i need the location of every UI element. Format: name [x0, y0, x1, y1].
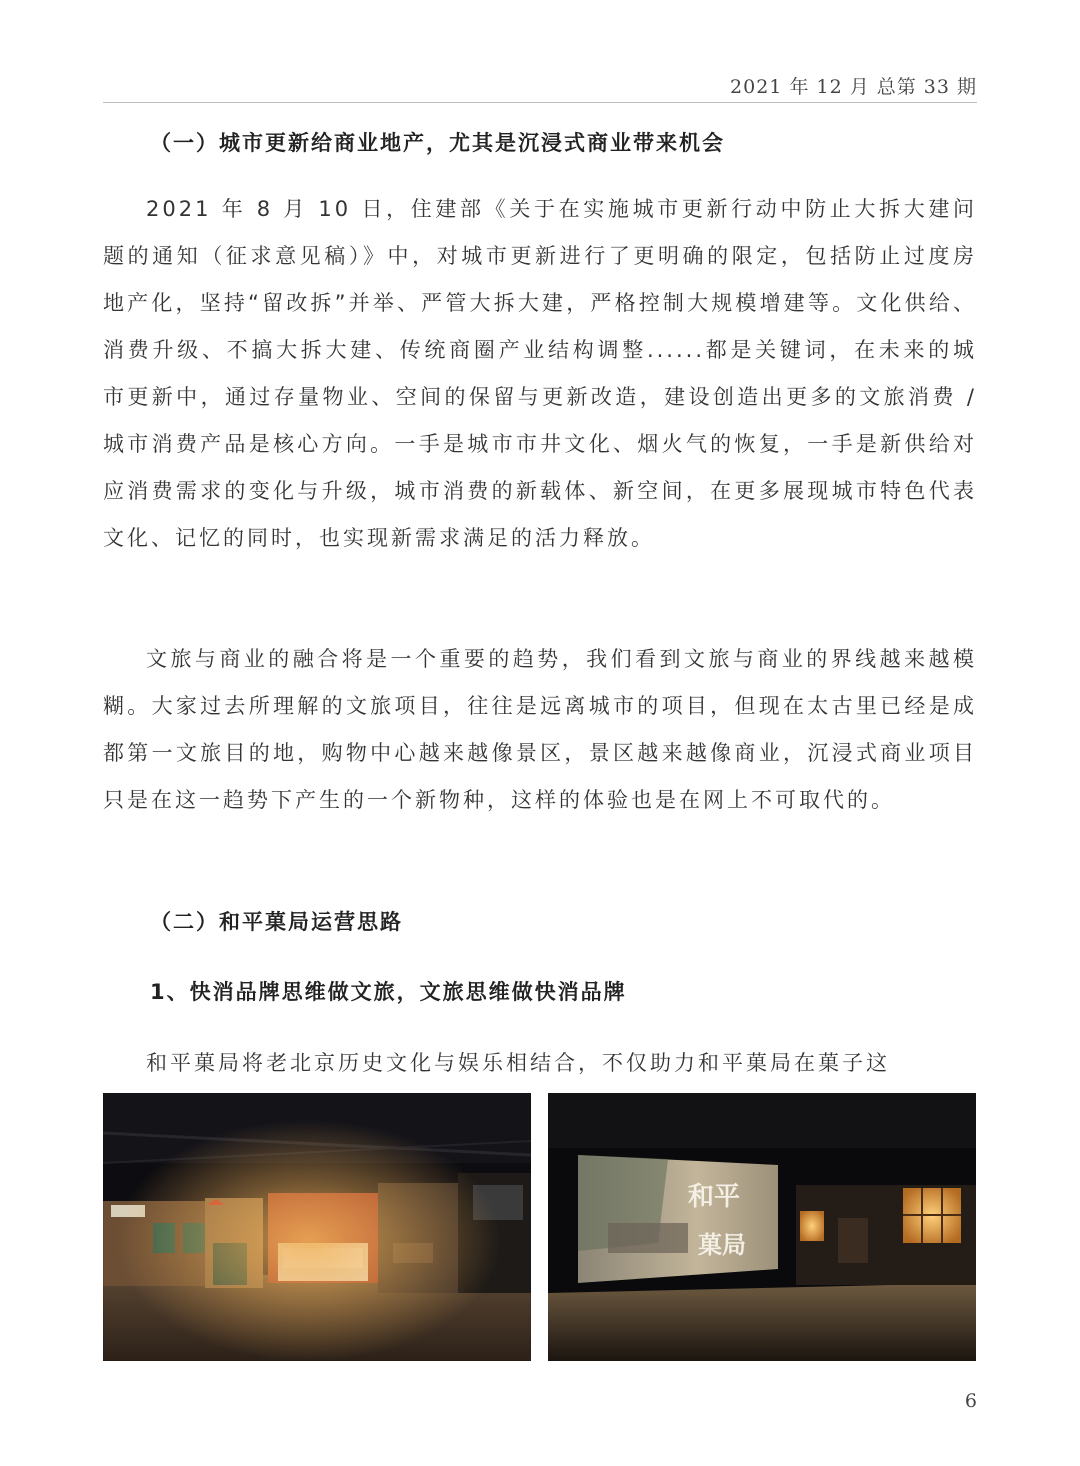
section2-subheading: 1、快消品牌思维做文旅，文旅思维做快消品牌 — [150, 980, 627, 1004]
section1-paragraph1: 2021 年 8 月 10 日，住建部《关于在实施城市更新行动中防止大拆大建问题的通知（征求意见稿）》中，对城市更新进行了更明确的限定，包括防止过度房地产化，坚持“留改拆”并举、严管大拆大建，严格控制大规模增建等。文化供给、消费升级、不搞大拆大建、传统商圈产业结构调整......都是关键词，在未来的城市更新中，通过存量物业、空间的保留与更新改造，建设创造出更多的文旅消费 / 城市消费产品是核心方向。一手是城市市井文化、烟火气的恢复，一手是新供给对应消费需求的变化与升级，城市消费的新载体、新空间，在更多展现城市特色代表文化、记忆的同时，也实现新需求满足的活力释放。 — [103, 197, 977, 550]
photo-projection-room — [548, 1093, 976, 1361]
photo-retro-street — [103, 1093, 531, 1361]
issue-header: 2021 年 12 月 总第 33 期 — [730, 76, 977, 98]
page-number: 6 — [964, 1390, 977, 1412]
section1-paragraph2: 文旅与商业的融合将是一个重要的趋势，我们看到文旅与商业的界线越来越模糊。大家过去所理解的文旅项目，往往是远离城市的项目，但现在太古里已经是成都第一文旅目的地，购物中心越来越像景区，景区越来越像商业，沉浸式商业项目只是在这一趋势下产生的一个新物种，这样的体验也是在网上不可取代的。 — [103, 647, 977, 812]
header-divider — [103, 102, 977, 103]
section1-heading: （一）城市更新给商业地产，尤其是沉浸式商业带来机会 — [150, 131, 725, 155]
sign-text-line2: 菓局 — [698, 1230, 746, 1259]
section2-paragraph: 和平菓局将老北京历史文化与娱乐相结合，不仅助力和平菓局在菓子这 — [146, 1051, 890, 1075]
section2-heading: （二）和平菓局运营思路 — [150, 910, 403, 934]
sign-text-line1: 和平 — [688, 1182, 741, 1212]
